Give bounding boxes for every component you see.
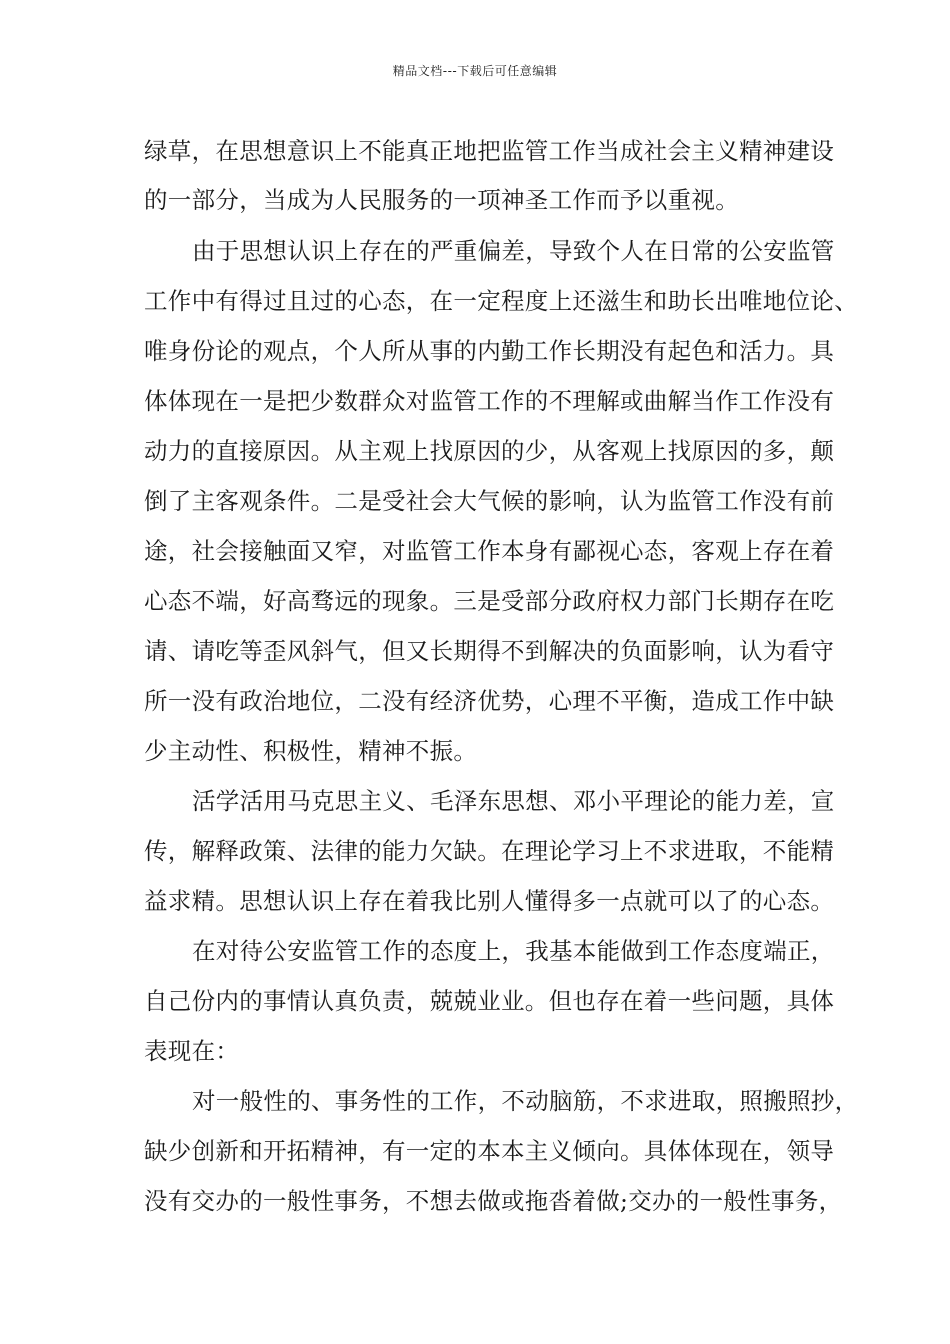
paragraph-start-line: 由于思想认识上存在的严重偏差，导致个人在日常的公安监管 (192, 237, 835, 265)
text-line: 表现在： (144, 1037, 240, 1065)
page-header: 精品文档---下载后可任意编辑 (392, 64, 558, 78)
text-line: 的一部分，当成为人民服务的一项神圣工作而予以重视。 (144, 186, 739, 214)
text-line: 益求精。思想认识上存在着我比别人懂得多一点就可以了的心态。 (144, 887, 835, 915)
text-line: 体体现在一是把少数群众对监管工作的不理解或曲解当作工作没有 (144, 387, 835, 415)
text-line: 倒了主客观条件。二是受社会大气候的影响，认为监管工作没有前 (144, 487, 835, 515)
text-line: 所一没有政治地位，二没有经济优势，心理不平衡，造成工作中缺 (144, 687, 835, 715)
text-line: 请、请吃等歪风斜气，但又长期得不到解决的负面影响，认为看守 (144, 637, 835, 665)
text-line: 少主动性、积极性，精神不振。 (144, 737, 478, 765)
paragraph-start-line: 在对待公安监管工作的态度上，我基本能做到工作态度端正， (192, 937, 835, 965)
text-line: 缺少创新和开拓精神，有一定的本本主义倾向。具体体现在，领导 (144, 1137, 835, 1165)
paragraph-start-line: 活学活用马克思主义、毛泽东思想、邓小平理论的能力差，宣 (192, 787, 835, 815)
paragraph-start-line: 对一般性的、事务性的工作，不动脑筋，不求进取，照搬照抄， (192, 1087, 859, 1115)
text-line: 动力的直接原因。从主观上找原因的少，从客观上找原因的多，颠 (144, 437, 835, 465)
text-line: 绿草，在思想意识上不能真正地把监管工作当成社会主义精神建设 (144, 137, 835, 165)
text-line: 传，解释政策、法律的能力欠缺。在理论学习上不求进取，不能精 (144, 837, 835, 865)
text-line: 途，社会接触面又窄，对监管工作本身有鄙视心态，客观上存在着 (144, 537, 835, 565)
text-line: 心态不端，好高骛远的现象。三是受部分政府权力部门长期存在吃 (144, 587, 835, 615)
text-line: 自己份内的事情认真负责，兢兢业业。但也存在着一些问题，具体 (144, 987, 835, 1015)
text-line: 没有交办的一般性事务，不想去做或拖沓着做;交办的一般性事务， (144, 1187, 843, 1215)
text-line: 工作中有得过且过的心态，在一定程度上还滋生和助长出唯地位论、 (144, 287, 858, 315)
text-line: 唯身份论的观点，个人所从事的内勤工作长期没有起色和活力。具 (144, 337, 835, 365)
